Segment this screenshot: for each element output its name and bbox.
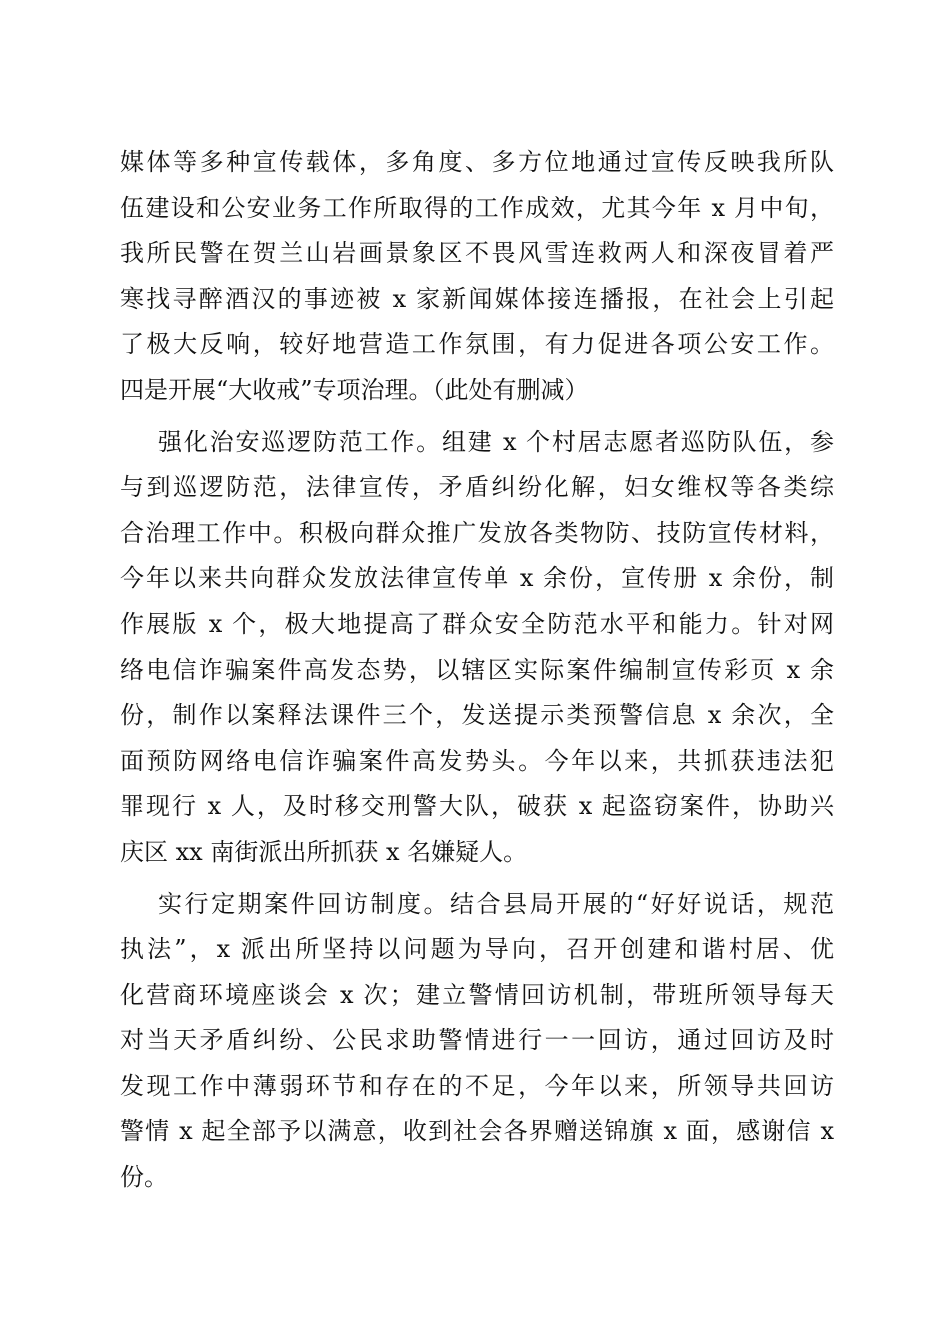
text-line: 四是开展“大收戒”专项治理。（此处有删减） xyxy=(120,375,589,404)
text-line: 对当天矛盾纠纷、公民求助警情进行一一回访，通过回访及时 xyxy=(120,1026,834,1055)
text-line: 面预防网络电信诈骗案件高发势头。今年以来，共抓获违法犯 xyxy=(120,746,834,775)
text-line: 庆区 xx 南街派出所抓获 x 名嫌疑人。 xyxy=(120,837,528,866)
text-line: 络电信诈骗案件高发态势，以辖区实际案件编制宣传彩页 x 余 xyxy=(120,655,834,684)
text-line: 警情 x 起全部予以满意，收到社会各界赠送锦旗 x 面，感谢信 x xyxy=(120,1117,834,1146)
text-line: 份，制作以案释法课件三个，发送提示类预警信息 x 余次，全 xyxy=(120,701,834,730)
text-line: 份。 xyxy=(120,1163,168,1192)
text-line: 化营商环境座谈会 x 次；建立警情回访机制，带班所领导每天 xyxy=(120,980,834,1009)
paragraph xyxy=(120,140,834,414)
text-line: 发现工作中薄弱环节和存在的不足，今年以来，所领导共回访 xyxy=(120,1071,834,1100)
document-body xyxy=(120,140,834,1201)
text-line: 强化治安巡逻防范工作。组建 x 个村居志愿者巡防队伍，参 xyxy=(158,427,834,456)
text-line: 了极大反响，较好地营造工作氛围，有力促进各项公安工作。 xyxy=(120,330,834,359)
text-line: 我所民警在贺兰山岩画景象区不畏风雪连救两人和深夜冒着严 xyxy=(120,239,834,268)
paragraph xyxy=(120,420,834,876)
paragraph xyxy=(120,882,834,1201)
text-line: 寒找寻醉酒汉的事迹被 x 家新闻媒体接连播报，在社会上引起 xyxy=(120,284,834,313)
text-line: 与到巡逻防范，法律宣传，矛盾纠纷化解，妇女维权等各类综 xyxy=(120,473,834,502)
text-line: 今年以来共向群众发放法律宣传单 x 余份，宣传册 x 余份，制 xyxy=(120,564,834,593)
text-line: 实行定期案件回访制度。结合县局开展的“好好说话，规范 xyxy=(158,889,834,918)
text-line: 伍建设和公安业务工作所取得的工作成效，尤其今年 x 月中旬， xyxy=(120,193,834,222)
text-line: 作展版 x 个，极大地提高了群众安全防范水平和能力。针对网 xyxy=(120,609,834,638)
text-line: 媒体等多种宣传载体，多角度、多方位地通过宣传反映我所队 xyxy=(120,148,834,176)
text-line: 执法”，x 派出所坚持以问题为导向，召开创建和谐村居、优 xyxy=(120,935,834,964)
text-line: 合治理工作中。积极向群众推广发放各类物防、技防宣传材料， xyxy=(120,518,834,547)
text-line: 罪现行 x 人，及时移交刑警大队，破获 x 起盗窃案件，协助兴 xyxy=(120,792,834,821)
